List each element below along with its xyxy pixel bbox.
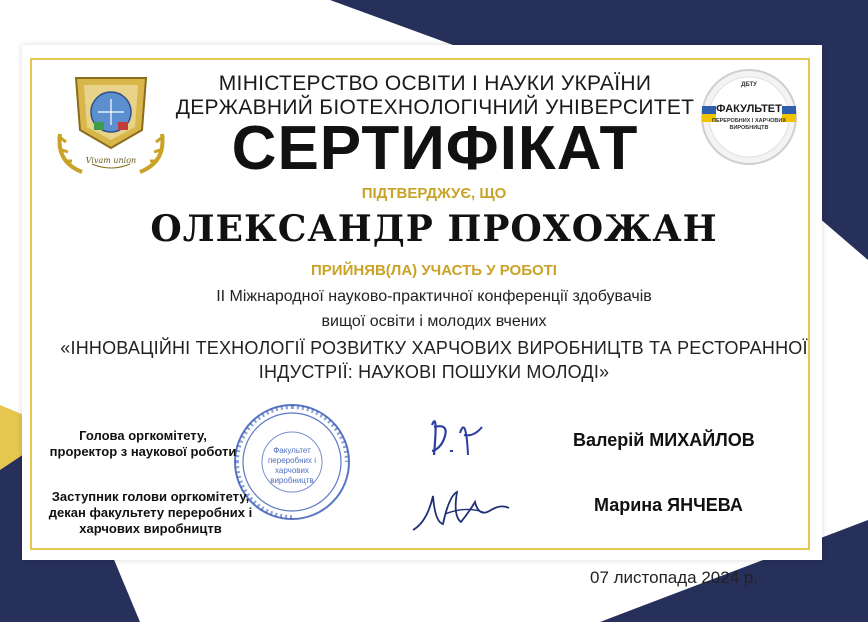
stamp-text-2: переробних і xyxy=(267,456,317,465)
signature-1 xyxy=(420,405,490,470)
role-1-line-1: Голова оргкомітету, xyxy=(79,428,207,443)
badge-main-text: ФАКУЛЬТЕТ xyxy=(716,103,782,115)
signer-1-name: Валерій МИХАЙЛОВ xyxy=(573,430,755,450)
role-1 xyxy=(38,428,248,460)
ministry-line-1: МІНІСТЕРСТВО ОСВІТИ І НАУКИ УКРАЇНИ xyxy=(218,72,652,95)
role-1-line-2: проректор з наукової роботи xyxy=(49,444,237,459)
signer-2-name: Марина ЯНЧЕВА xyxy=(594,495,743,515)
stamp-text xyxy=(262,446,322,486)
theme-line-2: ІНДУСТРІЇ: НАУКОВІ ПОШУКИ МОЛОДІ» xyxy=(258,362,610,382)
stamp-text-3: харчових xyxy=(275,466,309,475)
signature-2 xyxy=(405,482,515,542)
stamp-text-4: виробництв xyxy=(270,476,314,485)
theme-line-1: «ІННОВАЦІЙНІ ТЕХНОЛОГІЇ РОЗВИТКУ ХАРЧОВИХ ВИРОБНИЦТВ ТА РЕСТОРАННОЇ xyxy=(60,338,808,358)
stamp-text-1: Факультет xyxy=(273,446,311,455)
ministry-header xyxy=(175,72,695,120)
badge-sub-text-1: ПЕРЕРОБНИХ І ХАРЧОВИХ xyxy=(711,118,786,124)
certificate-title: СЕРТИФІКАТ xyxy=(231,114,639,183)
role-2-line-3: харчових виробництв xyxy=(79,521,222,536)
certificate-date: 07 листопада 2024 р. xyxy=(590,568,759,587)
conference-line-2: вищої освіти і молодих вчених xyxy=(321,313,547,330)
badge-sub-text-2: ВИРОБНИЦТВ xyxy=(729,125,769,131)
role-2-line-1: Заступник голови оргкомітету, xyxy=(51,489,250,504)
conference-line-1: II Міжнародної науково-практичної конференції здобувачів xyxy=(216,288,652,305)
took-part-label: ПРИЙНЯВ(ЛА) УЧАСТЬ У РОБОТІ xyxy=(311,262,557,279)
role-2-line-2: декан факультету переробних і xyxy=(48,505,253,520)
badge-top-text: ДБТУ xyxy=(741,82,757,88)
confirms-label: ПІДТВЕРДЖУЄ, ЩО xyxy=(361,185,507,202)
crest-motto: Vivam union xyxy=(85,156,137,165)
recipient-name: ОЛЕКСАНДР ПРОХОЖАН xyxy=(150,208,718,250)
ministry-line-2: ДЕРЖАВНИЙ БІОТЕХНОЛОГІЧНИЙ УНІВЕРСИТЕТ xyxy=(175,96,695,119)
role-2 xyxy=(28,489,273,537)
university-crest-icon xyxy=(52,72,170,185)
